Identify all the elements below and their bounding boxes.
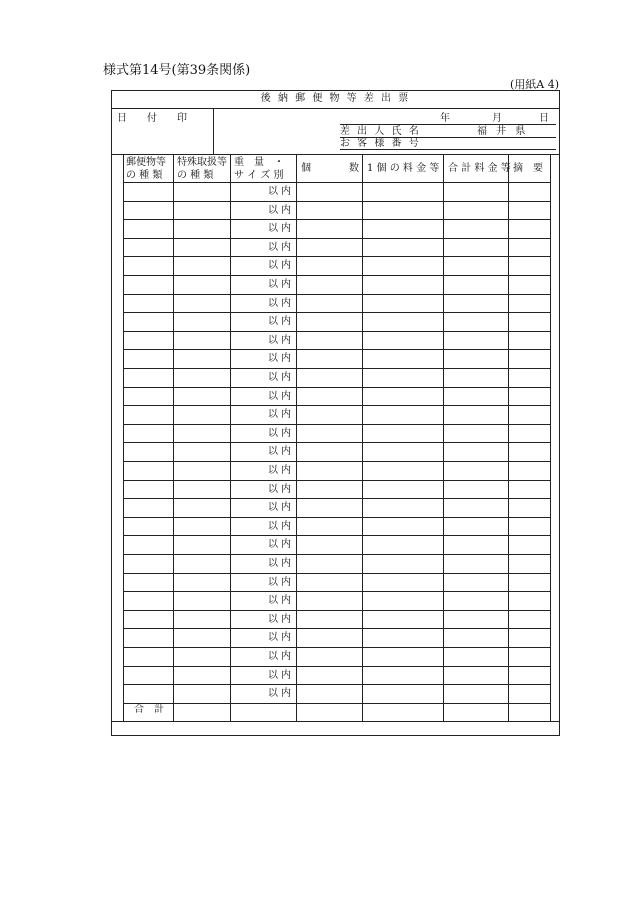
- row-unit-label: 以内: [268, 390, 294, 402]
- row-unit-label: 以内: [268, 316, 294, 328]
- col-mail-type-line1: 郵便物等: [126, 157, 166, 168]
- row-unit-label: 以内: [268, 502, 294, 514]
- row-unit-label: 以内: [268, 465, 294, 476]
- date-month: 月: [492, 113, 502, 124]
- row-unit-label: 以内: [268, 576, 294, 588]
- row-unit-label: 以内: [268, 223, 294, 235]
- row-unit-label: 以内: [268, 688, 294, 700]
- row-unit-label: 以内: [268, 651, 294, 662]
- row-unit-label: 以内: [268, 558, 294, 569]
- row-unit-label: 以内: [268, 279, 294, 290]
- form-number-label: 様式第14号(第39条関係): [103, 63, 251, 78]
- customer-number-label: お 客 様 番 号: [340, 138, 421, 149]
- col-unit-fee: 1 個 の 料 金 等: [367, 163, 440, 174]
- postal-form-table: [111, 90, 560, 736]
- col-total-fee: 合 計 料 金 等: [448, 163, 511, 174]
- row-unit-label: 以内: [268, 372, 294, 383]
- col-mail-type-line2: の 種 類: [126, 170, 163, 181]
- col-count-part1: 個: [301, 163, 311, 174]
- row-unit-label: 以内: [268, 241, 294, 253]
- sender-name-label: 差 出 人 氏 名: [340, 126, 421, 137]
- col-special-handling-line2: の 種 類: [177, 170, 214, 181]
- col-remarks: 摘 要: [513, 163, 543, 174]
- row-unit-label: 以内: [268, 539, 294, 551]
- col-weight-size-line2: サ イ ズ 別: [234, 170, 284, 181]
- row-unit-label: 以内: [268, 595, 294, 607]
- date-year: 年: [440, 113, 450, 124]
- row-unit-label: 以内: [268, 409, 294, 421]
- row-unit-label: 以内: [268, 520, 294, 532]
- row-unit-label: 以内: [268, 427, 294, 439]
- sender-name-value: 福 井 県: [477, 126, 529, 137]
- col-count-part2: 数: [349, 163, 359, 174]
- row-unit-label: 以内: [268, 632, 294, 644]
- form-title: 後 納 郵 便 物 等 差 出 票: [260, 93, 411, 104]
- date-stamp-label: 日 付 印: [117, 113, 187, 124]
- col-weight-size-line1: 重 量 ・: [234, 157, 284, 168]
- row-unit-label: 以内: [268, 260, 294, 272]
- row-unit-label: 以内: [268, 613, 294, 625]
- row-unit-label: 以内: [268, 446, 294, 458]
- row-unit-label: 以内: [268, 334, 294, 346]
- paper-size-label: (用紙A 4): [510, 78, 560, 91]
- row-unit-label: 以内: [268, 204, 294, 216]
- row-unit-label: 以内: [268, 297, 294, 309]
- row-unit-label: 以内: [268, 483, 294, 495]
- date-day: 日: [539, 113, 549, 124]
- col-special-handling-line1: 特殊取扱等: [177, 157, 227, 168]
- row-unit-label: 以内: [268, 353, 294, 365]
- row-unit-label: 以内: [268, 186, 294, 197]
- row-unit-label: 以内: [268, 669, 294, 681]
- total-row-label: 合 計: [134, 704, 164, 715]
